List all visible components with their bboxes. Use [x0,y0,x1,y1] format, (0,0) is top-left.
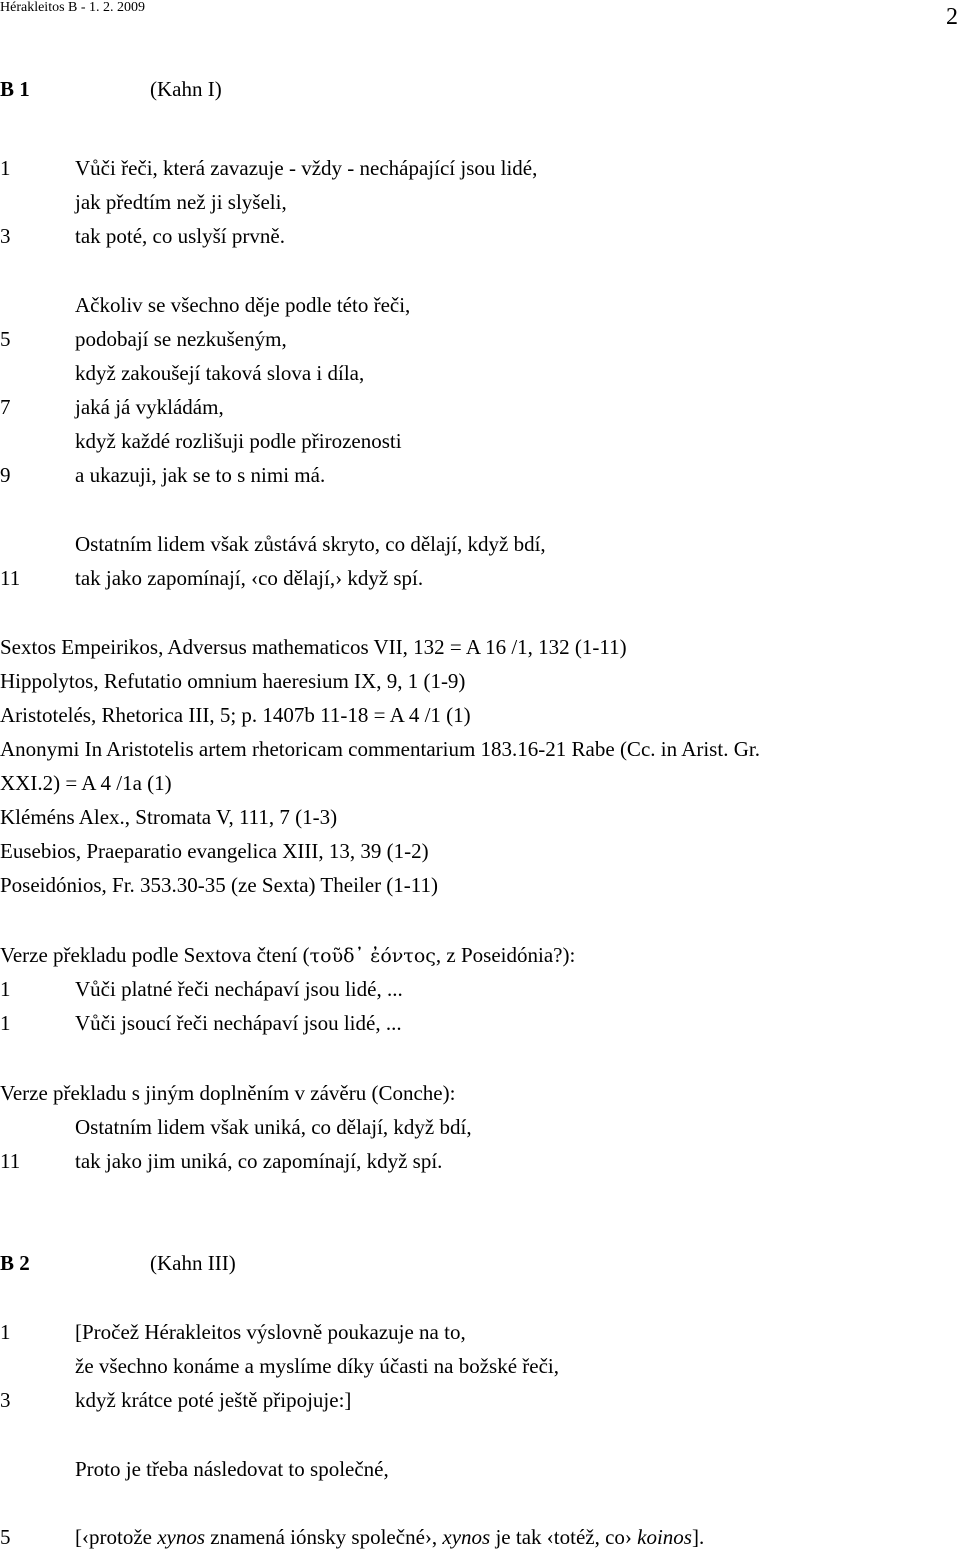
line-number: 3 [0,1388,11,1412]
source-citation: Kléméns Alex., Stromata V, 111, 7 (1-3) [0,805,338,829]
line-number: 11 [0,566,21,590]
line-number: 7 [0,395,11,419]
source-citation: Eusebios, Praeparatio evangelica XIII, 13, 39 (1-2) [0,839,429,863]
verse-text: [‹protože xynos znamená iónsky společné›, xynos je tak ‹totéž, co› koinos]. [75,1525,705,1549]
running-header: Hérakleitos B - 1. 2. 2009 [0,0,146,15]
verse-text: jak předtím než ji slyšeli, [75,190,287,214]
section-reference: (Kahn III) [150,1251,236,1275]
verse-text: Vůči jsoucí řeči nechápaví jsou lidé, ... [75,1011,402,1035]
variant-intro: Verze překladu s jiným doplněním v závěru (Conche): [0,1081,456,1105]
source-citation: XXI.2) = A 4 /1a (1) [0,771,172,795]
verse-line [0,1385,950,1415]
verse-line [0,1522,950,1552]
greek-text: τοῦδ᾿ ἐόντος [309,945,436,967]
verse-line [0,1317,950,1347]
section-heading-b1 [0,74,950,104]
page-number: 2 [946,4,958,30]
verse-line [0,563,950,593]
verse-text: když krátce poté ještě připojuje:] [75,1388,352,1412]
source-citation: Anonymi In Aristotelis artem rhetoricam commentarium 183.16-21 Rabe (Cc. in Arist. Gr. [0,737,760,761]
verse-text: tak jako jim uniká, co zapomínají, když spí. [75,1149,443,1173]
source-citation: Hippolytos, Refutatio omnium haeresium IX, 9, 1 (1-9) [0,669,466,693]
verse-text: Ostatním lidem však uniká, co dělají, když bdí, [75,1115,472,1139]
verse-line [0,324,950,354]
variant-intro: Verze překladu podle Sextova čtení (τοῦδ᾿ ἐόντος, z Poseidónia?): [0,943,576,967]
line-number: 1 [0,1320,11,1344]
line-number: 11 [0,1149,21,1173]
verse-text: [Pročež Hérakleitos výslovně poukazuje na to, [75,1320,466,1344]
verse-text: podobají se nezkušeným, [75,327,287,351]
verse-text: a ukazuji, jak se to s nimi má. [75,463,326,487]
verse-line [0,529,950,559]
verse-line [0,426,950,456]
verse-line [0,392,950,422]
source-citation: Poseidónios, Fr. 353.30-35 (ze Sexta) Theiler (1-11) [0,873,439,897]
verse-line [0,1351,950,1381]
source-citation: Aristotelés, Rhetorica III, 5; p. 1407b 11-18 = A 4 /1 (1) [0,703,471,727]
section-reference: (Kahn I) [150,77,222,101]
verse-text: Ostatním lidem však zůstává skryto, co dělají, když bdí, [75,532,546,556]
verse-line [0,1008,950,1038]
verse-text: když zakoušejí taková slova i díla, [75,361,365,385]
verse-text: Vůči platné řeči nechápaví jsou lidé, ... [75,977,403,1001]
verse-line [0,153,950,183]
verse-line [0,187,950,217]
verse-line [0,358,950,388]
verse-text: jaká já vykládám, [75,395,224,419]
verse-line [0,1146,950,1176]
verse-line [0,974,950,1004]
line-number: 1 [0,977,11,1001]
section-code: B 1 [0,77,30,101]
line-number: 5 [0,327,11,351]
section-code: B 2 [0,1251,30,1275]
line-number: 3 [0,224,11,248]
verse-text: Ačkoliv se všechno děje podle této řeči, [75,293,411,317]
line-number: 1 [0,156,11,180]
verse-line [0,460,950,490]
verse-text: tak poté, co uslyší prvně. [75,224,285,248]
line-number: 1 [0,1011,11,1035]
verse-line [0,1454,950,1484]
section-heading-b2 [0,1248,950,1278]
line-number: 5 [0,1525,11,1549]
verse-text: že všechno konáme a myslíme díky účasti na božské řeči, [75,1354,560,1378]
source-citation: Sextos Empeirikos, Adversus mathematicos VII, 132 = A 16 /1, 132 (1-11) [0,635,627,659]
verse-text: tak jako zapomínají, ‹co dělají,› když spí. [75,566,424,590]
line-number: 9 [0,463,11,487]
verse-text: když každé rozlišuji podle přirozenosti [75,429,402,453]
verse-line [0,1112,950,1142]
verse-text: Proto je třeba následovat to společné, [75,1457,389,1481]
verse-text: Vůči řeči, která zavazuje - vždy - nechápající jsou lidé, [75,156,538,180]
verse-line [0,221,950,251]
verse-line [0,290,950,320]
